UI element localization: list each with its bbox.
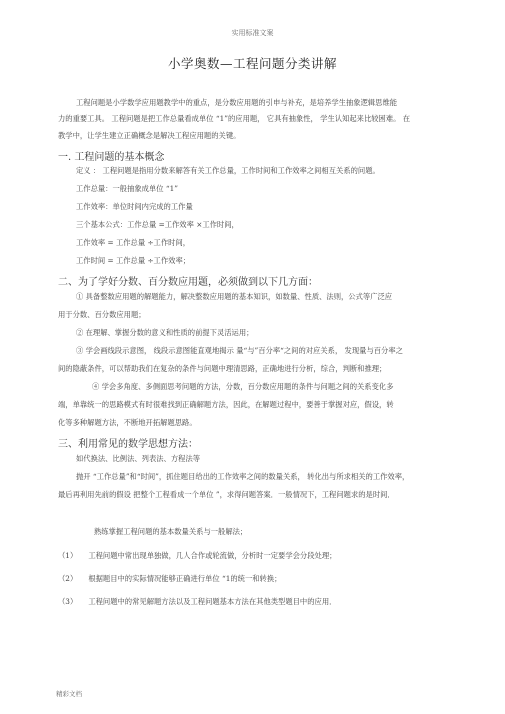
section-line: 用于分数、百分数应用题； [58, 310, 146, 319]
section-line: 三个基本公式：工作总量 =工作效率 ×工作时间， [76, 220, 239, 229]
page-header: 实用标准文案 [231, 29, 274, 37]
section-line: ① 具备整数应用题的解题能力，解决整数应用题的基本知识，如数量、性质、法则，公式等广泛应 [76, 292, 393, 301]
section-line: 工作效率 = 工作总量 ÷工作时间， [76, 238, 191, 247]
section-line: 工作时间 = 工作总量 ÷工作效率； [76, 256, 191, 265]
section-heading: 三、利用常见的数学思想方法： [58, 439, 198, 450]
summary-item [58, 574, 281, 584]
section-line: 化等多种解题方法，不断地开拓解题思路。 [58, 418, 197, 427]
summary-item [58, 551, 336, 561]
item-number: （2） [58, 574, 78, 583]
section-heading: 二、为了学好分数、百分数应用题，必须做到以下几方面： [58, 277, 318, 288]
item-text: 工程问题中常出现单独做，几人合作或轮流做，分析时一定要学会分段处理； [88, 551, 337, 560]
section-line: 如代换法、比例法、列表法、方程法等 [76, 454, 201, 463]
page-footer: 精彩文档 [56, 690, 82, 698]
summary-item [58, 597, 336, 607]
intro-line: 教学中，让学生建立正确概念是解决工程应用题的关键。 [58, 131, 241, 140]
item-number: （3） [58, 597, 78, 606]
section-heading: 一. 工程问题的基本概念 [58, 152, 165, 163]
section-line: 工作总量：一般抽象成单位 “1” [76, 184, 178, 193]
section-line: ④ 学会多角度、多侧面思考问题的方法，分数，百分数应用题的条件与问题之间的关系变化多 [92, 382, 394, 391]
item-text: 根据题目中的实际情况能够正确进行单位 “1的统一和转换； [88, 574, 282, 583]
section-line: ③ 学会画线段示意图， 线段示意图能直观地揭示 量“与”百分率“之间的对应关系， 发现量与百分率之 [76, 346, 403, 355]
section-line: 端，单靠统一的思路模式有时很难找到正确解题方法，因此，在解题过程中，要善于掌握对应，假设，转 [58, 400, 394, 409]
section-line: 定义 ： 工程问题是指用分数来解答有关工作总量，工作时间和工作效率之间相互关系的问题。 [76, 166, 380, 175]
section-line: 间的隐蔽条件，可以帮助我们在复杂的条件与问题中理清思路，正确地进行分析，综合，判断和推理； [58, 364, 387, 373]
section-line: 工作效率：单位时间内完成的工作量 [76, 202, 193, 211]
page-title: 小学奥数—工程问题分类讲解 [167, 56, 337, 71]
summary-intro: 熟练掌握工程问题的基本数量关系与一般解法； [94, 527, 248, 536]
section-line: ② 在理解、掌握分数的意义和性质的前提下灵活运用； [76, 328, 254, 337]
intro-line: 工程问题是小学数学应用题教学中的重点，是分数应用题的引申与补充，是培养学生抽象逻辑思维能 [76, 98, 398, 107]
section-line: 抛开 “工作总量”和“时间”，抓住题目给出的工作效率之间的数量关系， 转化出与所求相关的工作效率， [76, 472, 410, 481]
section-line: 最后再利用先前的假设 把整个工程看成一个单位 ”，求得问题答案．一般情况下，工程问题求的是时间． [58, 490, 395, 499]
item-number: （1） [58, 551, 78, 560]
item-text: 工程问题中的常见解题方法以及工程问题基本方法在其他类型题目中的应用． [88, 597, 337, 606]
intro-line: 力的重要工具。 工程问题是把工作总量看成单位 “1”的应用题， 它具有抽象性， 学生认知起来比较困难。 在 [58, 114, 411, 123]
